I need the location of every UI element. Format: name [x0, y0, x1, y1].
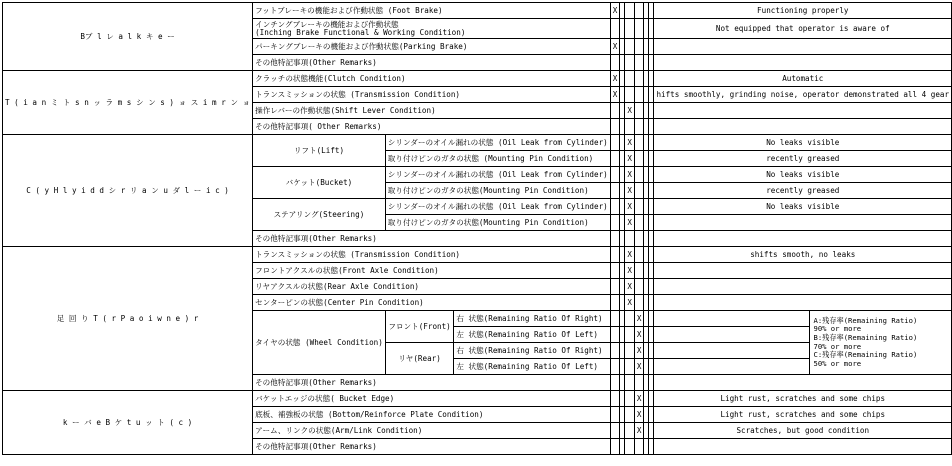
remark: [654, 103, 952, 119]
item-label: フロントアクスルの状態(Front Axle Condition): [253, 263, 611, 279]
legend-line: 50% or more: [813, 358, 862, 368]
item-label: シリンダーのオイル漏れの状態 (Oil Leak from Cylinder): [385, 135, 610, 151]
item-label: クラッチの状態機能(Clutch Condition): [253, 71, 611, 87]
item-label-line1: インチングブレーキの機能および作動状態: [255, 19, 399, 29]
item-label: バケットエッジの状態( Bucket Edge): [253, 391, 611, 407]
check-col-1[interactable]: [610, 55, 620, 71]
item-label: アーム、リンクの状態(Arm/Link Condition): [253, 423, 611, 439]
wheel-item-label: 状態(Remaining Ratio Of Left): [468, 329, 598, 339]
remark: [654, 439, 952, 455]
item-label-line2: (Inching Brake Functional & Working Condition): [255, 27, 466, 37]
category-bucket: k ー バ e B ケ t u ッ ト ( c ): [3, 391, 253, 455]
group-bucket: バケット(Bucket): [253, 167, 386, 199]
item-label: その他特記事項(Other Remarks): [253, 439, 611, 455]
wheel-front: フロント(Front): [385, 311, 454, 343]
remark: Light rust, scratches and some chips: [654, 407, 952, 423]
remark: Functioning properly: [654, 3, 952, 19]
check-col-3[interactable]: X: [625, 215, 635, 231]
wheel-item-label: 状態(Remaining Ratio Of Left): [468, 361, 598, 371]
check-col-1[interactable]: [610, 19, 620, 39]
wheel-item-label: 状態(Remaining Ratio Of Right): [468, 345, 603, 355]
table-row: [3, 247, 952, 263]
wheel-item: [454, 327, 610, 343]
check-col-4[interactable]: X: [634, 311, 644, 327]
check-col-3[interactable]: X: [625, 151, 635, 167]
legend-line: 70% or more: [813, 341, 862, 351]
side-mark: 右: [456, 313, 464, 323]
check-col-4[interactable]: X: [634, 423, 644, 439]
item-label: フットブレーキの機能および作動状態 (Foot Brake): [253, 3, 611, 19]
remark: [654, 55, 952, 71]
check-col-4[interactable]: X: [634, 407, 644, 423]
item-label: シリンダーのオイル漏れの状態 (Oil Leak from Cylinder): [385, 199, 610, 215]
group-steering: ステアリング(Steering): [253, 199, 386, 231]
inspection-table: [2, 2, 952, 455]
check-col-1[interactable]: [610, 119, 620, 135]
item-label: シリンダーのオイル漏れの状態 (Oil Leak from Cylinder): [385, 167, 610, 183]
item-label: センターピンの状態(Center Pin Condition): [253, 295, 611, 311]
remark: [654, 39, 952, 55]
wheel-item: [454, 311, 610, 327]
item-label: トランスミッションの状態 (Transmission Condition): [253, 247, 611, 263]
remark: No leaks visible: [654, 167, 952, 183]
ratio-legend: [809, 311, 952, 375]
remark: [654, 263, 952, 279]
check-col-4[interactable]: X: [634, 391, 644, 407]
item-label: 取り付けピンのガタの状態(Mounting Pin Condition): [385, 215, 610, 231]
side-mark: 左: [456, 329, 464, 339]
legend-line: B:残存率(Remaining Ratio): [813, 332, 918, 342]
check-col-3[interactable]: X: [625, 263, 635, 279]
wheel-item: [454, 343, 610, 359]
legend-line: 90% or more: [813, 324, 862, 334]
check-col-3[interactable]: X: [625, 247, 635, 263]
check-col-1[interactable]: X: [610, 39, 620, 55]
check-col-1[interactable]: X: [610, 71, 620, 87]
check-col-3[interactable]: X: [625, 103, 635, 119]
side-mark: 右: [456, 345, 464, 355]
check-col-3[interactable]: X: [625, 295, 635, 311]
table-row: [3, 3, 952, 19]
table-row: [3, 391, 952, 407]
remark: shifts smooth, no leaks: [654, 247, 952, 263]
wheel-rear: リヤ(Rear): [385, 343, 454, 375]
check-col-3[interactable]: X: [625, 135, 635, 151]
item-label: 底板、補強板の状態 (Bottom/Reinforce Plate Condition): [253, 407, 611, 423]
table-row: [3, 71, 952, 87]
item-label: リヤアクスルの状態(Rear Axle Condition): [253, 279, 611, 295]
wheel-item-label: 状態(Remaining Ratio Of Right): [468, 313, 603, 323]
item-label: パーキングブレーキの機能および作動状態(Parking Brake): [253, 39, 611, 55]
item-label: 取り付けピンのガタの状態 (Mounting Pin Condition): [385, 151, 610, 167]
remark: Not equipped that operator is aware of: [654, 19, 952, 39]
remark: No leaks visible: [654, 135, 952, 151]
remark: hifts smoothly, grinding noise, operator demonstrated all 4 gear: [654, 87, 952, 103]
category-cylinder: C ( y H l y i d d シ r リ a ン u ダ l ー i c ): [3, 135, 253, 247]
check-col-1[interactable]: X: [610, 3, 620, 19]
item-label: その他特記事項( Other Remarks): [253, 119, 611, 135]
category-brake: Bブ l レ a l k キ e ー: [3, 3, 253, 71]
category-transmission: T ( i a n ミ ト s n ッ ラ m s シ ン s ) ョ ス i m r ン ョ: [3, 71, 253, 135]
remark: Scratches, but good condition: [654, 423, 952, 439]
wheel-item: [454, 359, 610, 375]
check-col-3[interactable]: X: [625, 183, 635, 199]
check-col-4[interactable]: X: [634, 343, 644, 359]
group-wheel: タイヤの状態 (Wheel Condition): [253, 311, 386, 375]
check-col-3[interactable]: X: [625, 279, 635, 295]
group-lift: リフト(Lift): [253, 135, 386, 167]
remark: [654, 295, 952, 311]
remark: recently greased: [654, 151, 952, 167]
remark: [654, 119, 952, 135]
remark: Light rust, scratches and some chips: [654, 391, 952, 407]
legend-line: A:残存率(Remaining Ratio): [813, 315, 918, 325]
item-label: 取り付けピンのガタの状態(Mounting Pin Condition): [385, 183, 610, 199]
table-row: [3, 135, 952, 151]
check-col-4[interactable]: X: [634, 359, 644, 375]
category-drivetrain: 足 回 り T ( r P a o i w n e ) r: [3, 247, 253, 391]
legend-line: C:残存率(Remaining Ratio): [813, 350, 918, 360]
check-col-4[interactable]: X: [634, 327, 644, 343]
remark: [654, 215, 952, 231]
check-col-3[interactable]: X: [625, 167, 635, 183]
remark: No leaks visible: [654, 199, 952, 215]
side-mark: 左: [456, 361, 464, 371]
check-col-4[interactable]: [634, 439, 644, 455]
item-label: 操作レバーの作動状態(Shift Lever Condition): [253, 103, 611, 119]
item-label: トランスミッションの状態 (Transmission Condition): [253, 87, 611, 103]
item-label: その他特記事項(Other Remarks): [253, 231, 611, 247]
item-label: その他特記事項(Other Remarks): [253, 375, 611, 391]
remark: recently greased: [654, 183, 952, 199]
check-col-3[interactable]: X: [625, 199, 635, 215]
check-col-1[interactable]: X: [610, 87, 620, 103]
remark: [654, 279, 952, 295]
remark: Automatic: [654, 71, 952, 87]
item-label: [253, 19, 611, 39]
item-label: その他特記事項(Other Remarks): [253, 55, 611, 71]
